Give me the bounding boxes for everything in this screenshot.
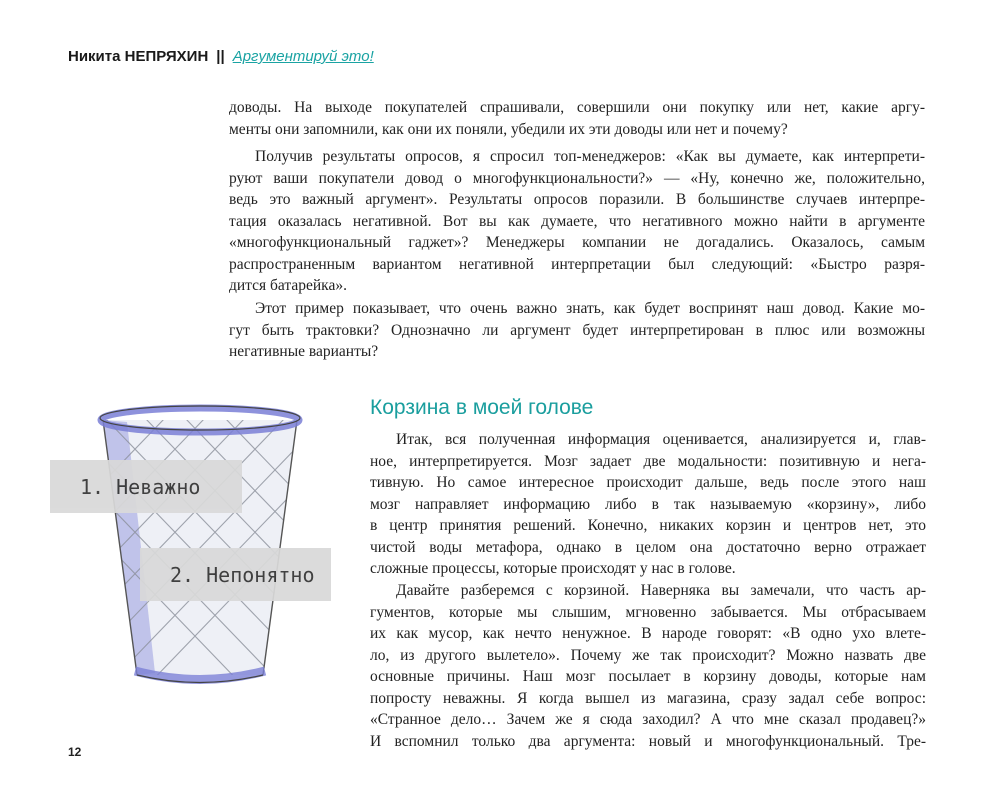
page-number: 12 — [68, 745, 82, 759]
section-paragraph-2 — [370, 580, 926, 752]
text-line: Этот пример показывает, что очень важно знать, как будет воспринят наш довод. Какие мо- — [255, 300, 925, 317]
text-line: Давайте разберемся с корзиной. Наверняка вы замечали, что часть ар- — [396, 582, 926, 599]
text-line: дится батарейка». — [229, 277, 347, 294]
basket-illustration — [45, 388, 345, 718]
text-line: ное, интерпретируется. Мозг задает две модальности: позитивную и нега- — [370, 452, 926, 470]
label-unclear: 2. Непонятно — [140, 548, 331, 601]
text-line: «многофункциональный гаджет»? Менеджеры компании не догадались. Оказалось, самым — [229, 234, 925, 251]
text-line: Получив результаты опросов, я спросил топ-менеджеров: «Как вы думаете, как интерпрети- — [255, 148, 925, 165]
section-paragraph-1 — [370, 429, 926, 580]
text-line: гументов, которые мы слышим, мгновенно забывается. Мы отбрасываем — [370, 603, 926, 621]
text-line: чистой воды метафора, однако в целом она достаточно верно отражает — [370, 538, 926, 556]
paragraph-top-3 — [229, 298, 925, 363]
text-line: «Странное дело… Зачем же я сюда заходил? А что мне сказал продавец?» — [370, 711, 926, 728]
text-line: мозг направляет информацию либо в так называемую «корзину», либо — [370, 495, 926, 513]
paragraph-top-2 — [229, 146, 925, 297]
text-line: сложные процессы, которые происходят у нас в голове. — [370, 560, 736, 577]
text-line: доводы. На выходе покупателей спрашивали, совершили они покупку или нет, какие аргу- — [229, 99, 925, 116]
header-separator: || — [216, 48, 225, 65]
text-line: попросту неважны. Я когда вышел из магазина, сразу задал себе вопрос: — [370, 689, 926, 707]
text-line: их как мусор, как нечто ненужное. В народе говорят: «В одно ухо влете- — [370, 625, 926, 642]
section-heading: Корзина в моей голове — [370, 396, 594, 419]
text-line: ведь это важный аргумент». Результаты опросов поразили. В большинстве случаев интерпре- — [229, 191, 925, 208]
text-line: негативные варианты? — [229, 343, 379, 360]
text-line: Итак, вся полученная информация оценивается, анализируется и, глав- — [396, 431, 926, 448]
text-line: руют ваши покупатели довод о многофункциональности?» — «Ну, конечно же, положительно, — [229, 169, 925, 187]
text-line: менты они запомнили, как они их поняли, убедили их эти доводы или нет и почему? — [229, 120, 788, 138]
text-line: тация оказалась негативной. Вот вы как думаете, что негативного можно найти в аргументе — [229, 212, 925, 230]
text-line: тивную. Но самое интересное происходит дальше, ведь после этого наш — [370, 474, 926, 491]
book-title-link[interactable]: Аргументируй это! — [232, 48, 374, 65]
text-line: основные причины. Наш мозг посылает в корзину доводы, которые нам — [370, 668, 926, 685]
label-unimportant: 1. Неважно — [50, 460, 242, 513]
running-head — [68, 48, 374, 65]
author-name: Никита НЕПРЯХИН — [68, 48, 209, 65]
text-line: гут быть трактовки? Однозначно ли аргумент будет интерпретирован в плюс или возможны — [229, 321, 925, 339]
text-line: распространенным вариантом негативной интерпретации был следующий: «Быстро разря- — [229, 255, 925, 273]
text-line: в центр принятия решений. Конечно, никаких корзин и центров нет, это — [370, 517, 926, 534]
text-line: И вспомнил только два аргумента: новый и многофункциональный. Тре- — [370, 732, 926, 750]
text-line: ло, из другого вылетело». Почему же так происходит? Можно назвать две — [370, 646, 926, 664]
paragraph-top-1 — [229, 97, 925, 140]
